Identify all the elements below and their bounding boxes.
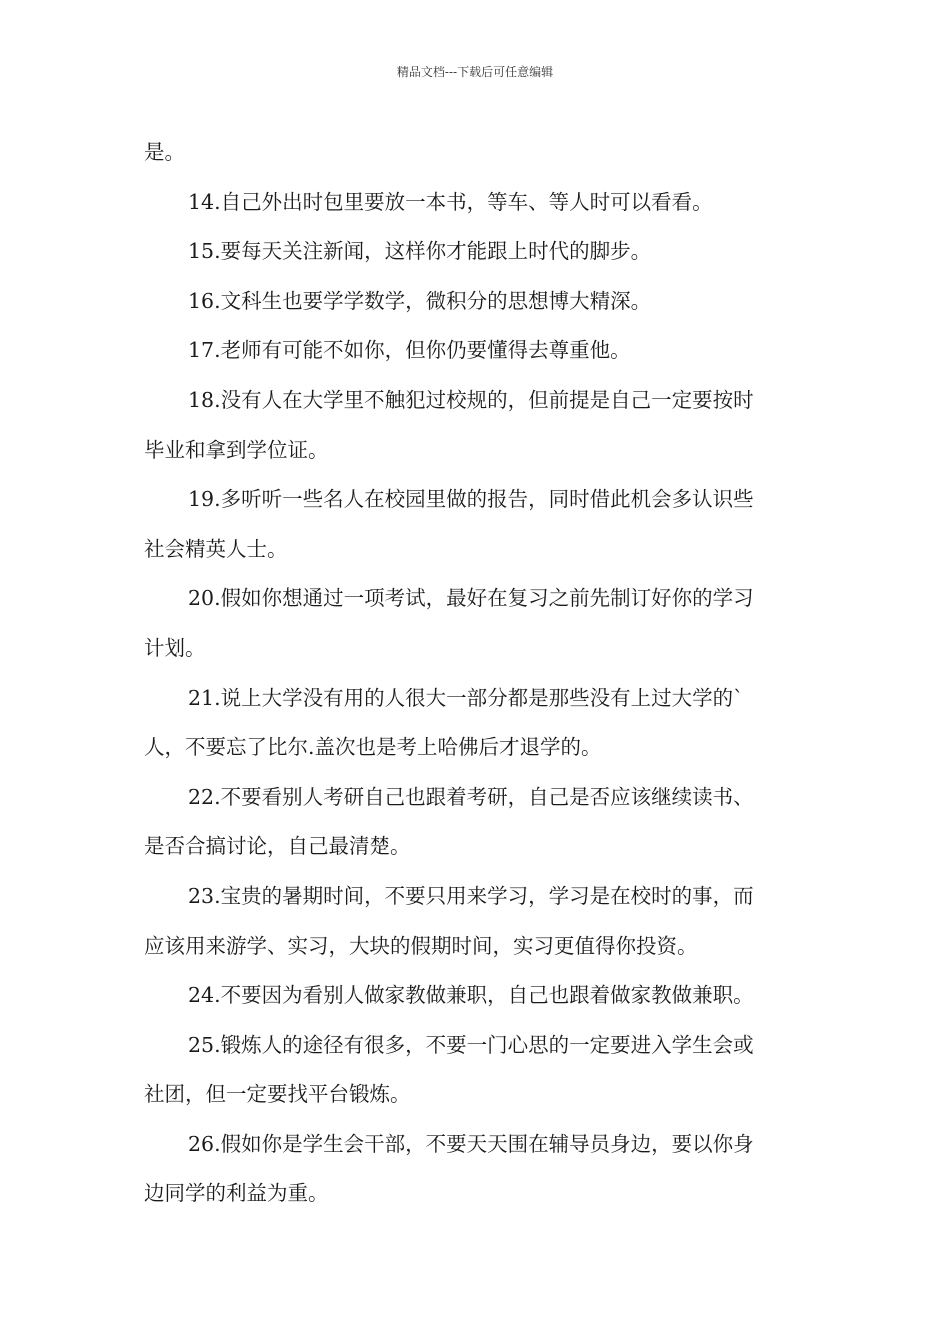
text-line: 是。 <box>144 140 185 164</box>
text-line: 15.要每天关注新闻，这样你才能跟上时代的脚步。 <box>188 239 652 264</box>
text-line: 22.不要看别人考研自己也跟着考研，自己是否应该继续读书、 <box>188 784 754 809</box>
text-line: 18.没有人在大学里不触犯过校规的，但前提是自己一定要按时 <box>188 387 754 412</box>
text-line: 23.宝贵的暑期时间，不要只用来学习，学习是在校时的事，而 <box>188 883 754 908</box>
text-line: 14.自己外出时包里要放一本书，等车、等人时可以看看。 <box>188 189 713 214</box>
text-line: 社会精英人士。 <box>144 536 288 561</box>
text-line: 社团，但一定要找平台锻炼。 <box>144 1082 411 1107</box>
text-line: 16.文科生也要学学数学，微积分的思想博大精深。 <box>188 288 652 313</box>
text-line: 26.假如你是学生会干部，不要天天围在辅导员身边，要以你身 <box>188 1131 754 1156</box>
text-line: 19.多听听一些名人在校园里做的报告，同时借此机会多认识些 <box>188 487 754 512</box>
text-line: 24.不要因为看别人做家教做兼职，自己也跟着做家教做兼职。 <box>188 983 754 1008</box>
text-line: 人，不要忘了比尔.盖次也是考上哈佛后才退学的。 <box>144 735 602 760</box>
page-header: 精品文档---下载后可任意编辑 <box>396 65 554 79</box>
text-line: 21.说上大学没有用的人很大一部分都是那些没有上过大学的` <box>188 685 744 710</box>
text-line: 应该用来游学、实习，大块的假期时间，实习更值得你投资。 <box>144 933 698 958</box>
text-line: 25.锻炼人的途径有很多，不要一门心思的一定要进入学生会或 <box>188 1032 754 1057</box>
text-line: 17.老师有可能不如你，但你仍要懂得去尊重他。 <box>188 338 631 363</box>
text-line: 边同学的利益为重。 <box>144 1181 329 1206</box>
text-line: 毕业和拿到学位证。 <box>144 437 329 462</box>
document-body <box>144 128 806 1219</box>
text-line: 20.假如你想通过一项考试，最好在复习之前先制订好你的学习 <box>188 586 754 611</box>
text-line: 是否合搞讨论，自己最清楚。 <box>144 834 411 859</box>
text-line: 计划。 <box>144 635 206 660</box>
